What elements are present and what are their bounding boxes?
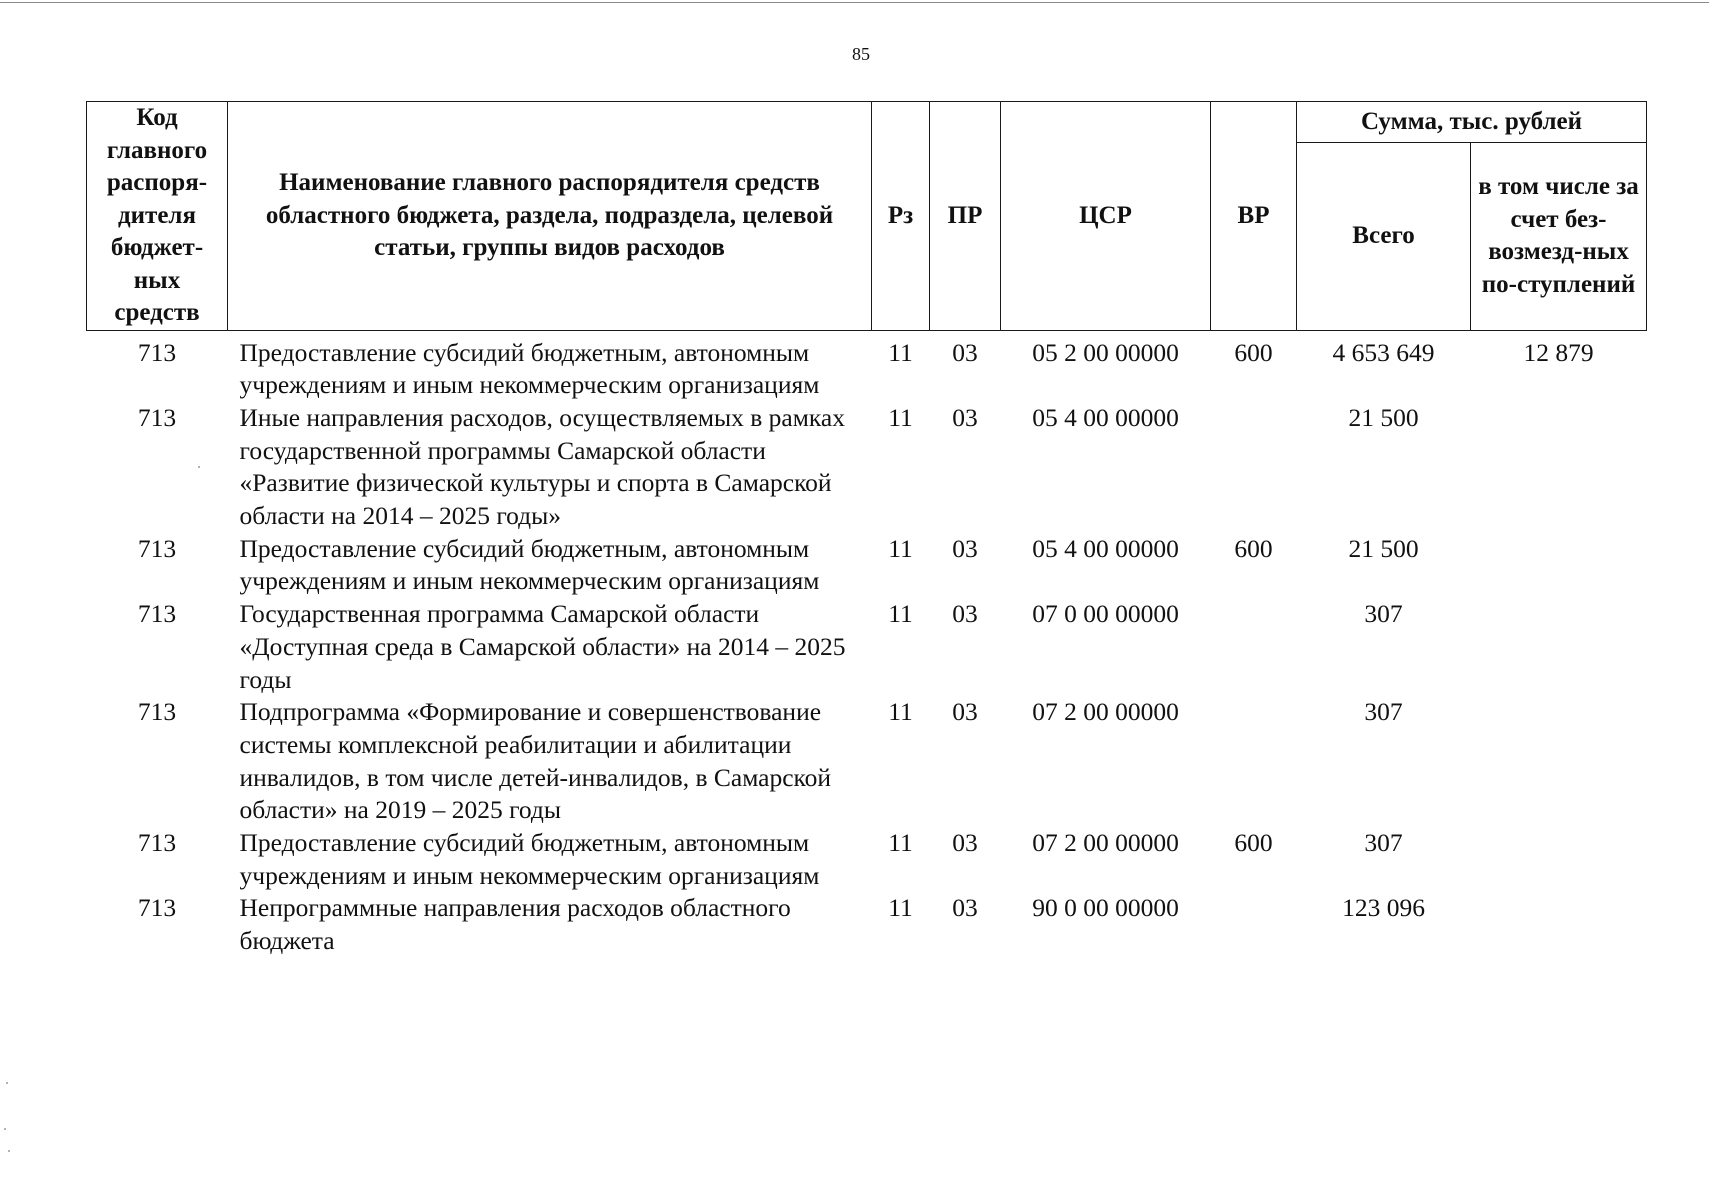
table-row bbox=[87, 696, 1647, 827]
cell-csr: 05 4 00 00000 bbox=[1032, 533, 1179, 563]
cell-rz: 11 bbox=[888, 599, 913, 629]
cell-total: 307 bbox=[1364, 599, 1403, 629]
cell-name: Непрограммные направления расходов областного бюджета bbox=[239, 893, 791, 956]
cell-name: Предоставление субсидий бюджетным, автономным учреждениям и иным некоммерческим организациям bbox=[239, 533, 820, 596]
cell-vr bbox=[1211, 892, 1297, 957]
cell-csr: 90 0 00 00000 bbox=[1032, 893, 1179, 923]
cell-code: 713 bbox=[137, 533, 177, 563]
cell-total: 307 bbox=[1364, 697, 1403, 727]
header-vr: ВР bbox=[1211, 102, 1297, 331]
scan-speck bbox=[6, 1082, 8, 1084]
cell-code: 713 bbox=[137, 828, 177, 858]
table-body bbox=[87, 330, 1647, 958]
scan-speck bbox=[198, 466, 200, 468]
header-csr: ЦСР bbox=[1001, 102, 1211, 331]
table-row bbox=[87, 402, 1647, 533]
cell-pr: 03 bbox=[952, 893, 978, 923]
cell-incl bbox=[1471, 892, 1647, 957]
header-incl: в том числе за счет без-возмезд-ных по-ступлений bbox=[1471, 143, 1647, 331]
cell-pr: 03 bbox=[952, 599, 978, 629]
cell-csr: 05 2 00 00000 bbox=[1032, 337, 1179, 367]
table-header bbox=[87, 102, 1647, 331]
cell-total: 4 653 649 bbox=[1332, 337, 1435, 367]
table-row bbox=[87, 598, 1647, 696]
cell-vr: 600 bbox=[1234, 828, 1273, 858]
cell-code: 713 bbox=[137, 893, 177, 923]
header-row-1 bbox=[87, 102, 1647, 143]
table-row bbox=[87, 533, 1647, 598]
cell-name: Иные направления расходов, осуществляемых в рамках государственной программы Самарской области «Развитие физической культуры и спорта в Самарской области на 2014 – 2025 годы» bbox=[239, 402, 845, 531]
header-total: Всего bbox=[1297, 143, 1471, 331]
table-row bbox=[87, 892, 1647, 957]
cell-rz: 11 bbox=[888, 893, 913, 923]
cell-rz: 11 bbox=[888, 828, 913, 858]
cell-csr: 07 0 00 00000 bbox=[1032, 599, 1179, 629]
cell-total: 307 bbox=[1364, 828, 1403, 858]
cell-incl bbox=[1471, 827, 1647, 892]
cell-vr bbox=[1211, 598, 1297, 696]
cell-vr: 600 bbox=[1234, 337, 1273, 367]
budget-table bbox=[86, 101, 1647, 958]
cell-csr: 05 4 00 00000 bbox=[1032, 402, 1179, 432]
cell-rz: 11 bbox=[888, 402, 913, 432]
scan-speck bbox=[8, 1150, 10, 1152]
cell-csr: 07 2 00 00000 bbox=[1032, 828, 1179, 858]
cell-vr: 600 bbox=[1234, 533, 1273, 563]
cell-rz: 11 bbox=[888, 533, 913, 563]
cell-pr: 03 bbox=[952, 402, 978, 432]
cell-pr: 03 bbox=[952, 533, 978, 563]
cell-name: Предоставление субсидий бюджетным, автономным учреждениям и иным некоммерческим организациям bbox=[239, 337, 820, 400]
cell-incl bbox=[1471, 402, 1647, 533]
cell-incl bbox=[1471, 533, 1647, 598]
header-rz: Рз bbox=[872, 102, 930, 331]
header-code: Код главного распоря-дителя бюджет-ных средств bbox=[87, 102, 228, 331]
page-number: 85 bbox=[852, 44, 870, 64]
cell-pr: 03 bbox=[952, 697, 978, 727]
cell-total: 123 096 bbox=[1342, 893, 1425, 923]
cell-vr bbox=[1211, 402, 1297, 533]
cell-incl: 12 879 bbox=[1523, 337, 1594, 367]
cell-pr: 03 bbox=[952, 828, 978, 858]
cell-name: Государственная программа Самарской области «Доступная среда в Самарской области» на 2014 – 2025 годы bbox=[239, 599, 846, 694]
cell-code: 713 bbox=[137, 599, 177, 629]
cell-name: Предоставление субсидий бюджетным, автономным учреждениям и иным некоммерческим организациям bbox=[239, 828, 820, 890]
cell-csr: 07 2 00 00000 bbox=[1032, 697, 1179, 727]
scan-top-edge bbox=[0, 2, 1709, 3]
header-pr: ПР bbox=[930, 102, 1001, 331]
cell-incl bbox=[1471, 598, 1647, 696]
cell-code: 713 bbox=[137, 697, 177, 727]
cell-incl bbox=[1471, 696, 1647, 827]
cell-total: 21 500 bbox=[1348, 533, 1419, 563]
cell-vr bbox=[1211, 696, 1297, 827]
table-row bbox=[87, 827, 1647, 892]
cell-name: Подпрограмма «Формирование и совершенствование системы комплексной реабилитации и абилитации инвалидов, в том числе детей-инвалидов, в Самарской области» на 2019 – 2025 годы bbox=[239, 697, 832, 825]
header-sum: Сумма, тыс. рублей bbox=[1297, 102, 1647, 143]
cell-rz: 11 bbox=[888, 697, 913, 727]
cell-code: 713 bbox=[137, 337, 177, 367]
scan-speck bbox=[4, 1128, 6, 1130]
cell-code: 713 bbox=[137, 402, 177, 432]
cell-rz: 11 bbox=[888, 337, 913, 367]
table-row bbox=[87, 330, 1647, 402]
header-name: Наименование главного распорядителя средств областного бюджета, раздела, подраздела, целевой статьи, группы видов расходов bbox=[228, 102, 872, 331]
cell-pr: 03 bbox=[952, 337, 978, 367]
cell-total: 21 500 bbox=[1348, 402, 1419, 432]
